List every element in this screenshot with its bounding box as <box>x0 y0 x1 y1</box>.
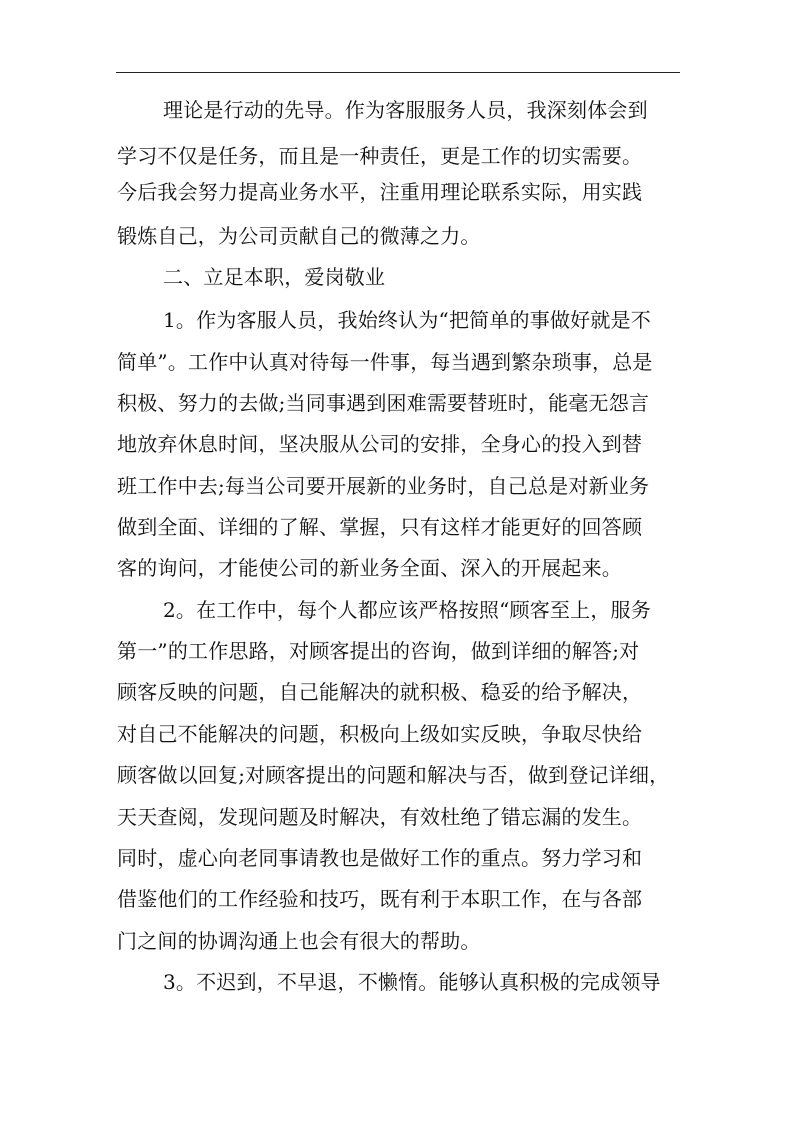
section-heading: 二、立足本职，爱岗敬业 <box>163 265 386 289</box>
paragraph-line: 学习不仅是任务，而且是一种责任，更是工作的切实需要。 <box>117 144 643 168</box>
paragraph-line: 借鉴他们的工作经验和技巧，既有利于本职工作，在与各部 <box>117 887 643 911</box>
paragraph-line: 门之间的协调沟通上也会有很大的帮助。 <box>117 929 481 953</box>
paragraph-line: 第一”的工作思路，对顾客提出的咨询，做到详细的解答;对 <box>117 639 640 663</box>
paragraph-line: 今后我会努力提高业务水平，注重用理论联系实际，用实践 <box>117 180 643 204</box>
paragraph-line: 积极、努力的去做;当同事遇到困难需要替班时，能毫无怨言 <box>117 391 650 415</box>
paragraph-line: 对自己不能解决的问题，积极向上级如实反映，争取尽快给 <box>117 722 643 746</box>
paragraph-line: 3。不迟到，不早退，不懒惰。能够认真积极的完成领导 <box>163 970 661 994</box>
paragraph-line: 2。在工作中，每个人都应该严格按照“顾客至上，服务 <box>163 598 651 622</box>
paragraph-line: 天天查阅，发现问题及时解决，有效杜绝了错忘漏的发生。 <box>117 805 643 829</box>
paragraph-line: 顾客反映的问题，自己能解决的就积极、稳妥的给予解决， <box>117 680 643 704</box>
paragraph-line: 简单”。工作中认真对待每一件事，每当遇到繁杂琐事，总是 <box>117 350 653 374</box>
paragraph-line: 班工作中去;每当公司要开展新的业务时，自己总是对新业务 <box>117 474 650 498</box>
header-rule <box>116 72 680 73</box>
paragraph-line: 做到全面、详细的了解、掌握，只有这样才能更好的回答顾 <box>117 515 643 539</box>
paragraph-line: 锻炼自己，为公司贡献自己的微薄之力。 <box>117 224 481 248</box>
paragraph-line: 同时，虚心向老同事请教也是做好工作的重点。努力学习和 <box>117 846 643 870</box>
paragraph-line: 客的询问，才能使公司的新业务全面、深入的开展起来。 <box>117 556 622 580</box>
paragraph-line: 1。作为客服人员，我始终认为“把简单的事做好就是不 <box>163 308 651 332</box>
paragraph-line: 地放弃休息时间，坚决服从公司的安排，全身心的投入到替 <box>117 432 643 456</box>
paragraph-line: 顾客做以回复;对顾客提出的问题和解决与否，做到登记详细， <box>117 763 670 787</box>
paragraph-line: 理论是行动的先导。作为客服服务人员，我深刻体会到 <box>163 98 648 122</box>
